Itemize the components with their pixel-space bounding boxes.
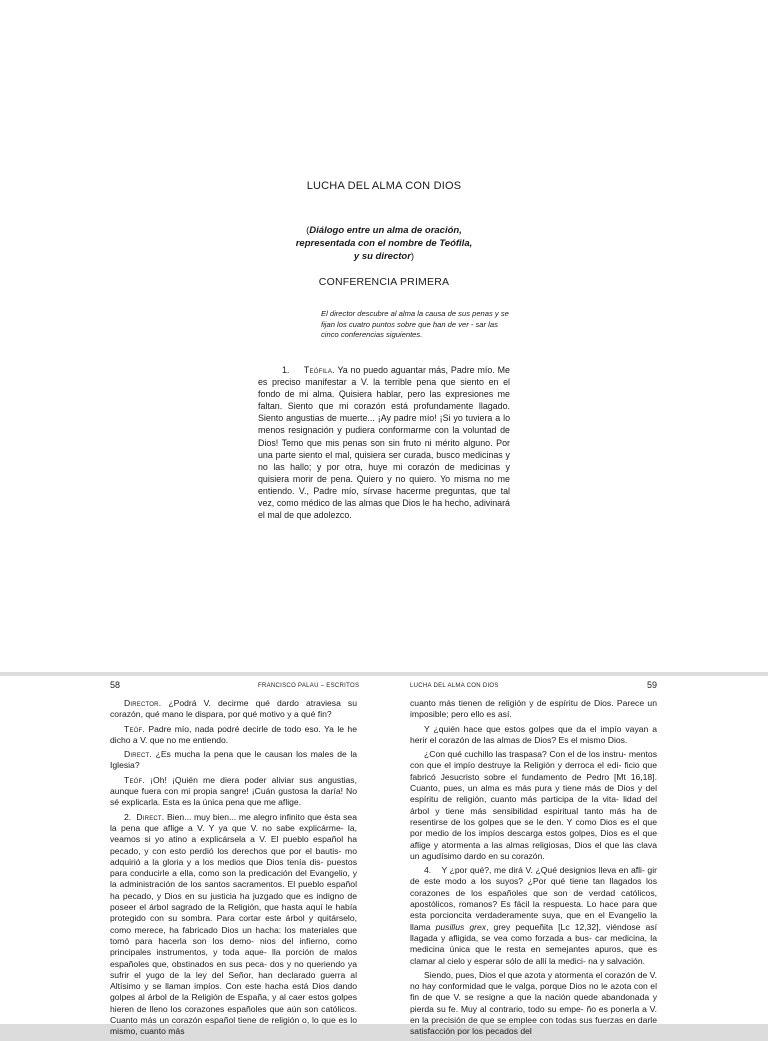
dialogue-paragraph (110, 749, 357, 772)
paragraph-text: ¿Es mucha la pena que le causan los males de la Iglesia? (110, 749, 358, 771)
latin-phrase: pusillus grex (435, 921, 487, 932)
right-page-column (410, 698, 657, 1041)
body-paragraph (410, 865, 657, 967)
body-paragraph: Y ¿quién hace que estos golpes que da el impío vayan a herir el corazón de las almas de Dios? Es el mismo Dios. (410, 723, 657, 745)
chapter-subtitle (268, 224, 500, 263)
paragraph-text: Y ¿por qué?, me dirá V. ¿Qué designios lleva en afli- gir de este modo a los suyos? ¿Por qué tiene tan llagados los corazones de los españoles que son de verdad católicos, apostólicos, romanos? Es fácil la respuesta. Lo hace para que esta porcioncita verdaderamente suya, que en el Evangelio la llama (410, 865, 657, 932)
continued-paragraph: cuanto más tienen de religión y de espíritu de Dios. Parece un imposible; pero ello es así. (410, 698, 657, 720)
speaker-label: Teóf. (124, 774, 145, 785)
chapter-title: LUCHA DEL ALMA CON DIOS (306, 180, 462, 192)
dialogue-paragraph (110, 775, 357, 809)
conference-title: CONFERENCIA PRIMERA (318, 276, 450, 288)
dialogue-paragraph (110, 812, 357, 1038)
subtitle-line-2: representada con el nombre de Teófila, (295, 238, 473, 249)
paragraph-text: Ya no puedo aguantar más, Padre mío. Me es preciso manifestar a V. la terrible pena que siento en el fondo de mi alma. Quisiera hablar, pero las expresiones me faltan. Siento que mi corazón está profundamente llagado. Siento angustias de muerte... ¡Ay padre mío! ¡Si yo tuviera a lo menos resignación y pudiera conformarme con la voluntad de Dios! Temo que mis penas son sin fruto ni mérito alguno. Por una parte siento el mal, quisiera ser curada, busco medicinas y no las hallo; y por otra, huye mi corazón de medicinas y quisiera morir de pena. Quiero y no quiero. Yo misma no me entiendo. V., Padre mío, sírvase hacerme preguntas, que tal vez, como médico de las almas que Dios le ha hecho, adivinará el mal de que adolezco. (258, 365, 510, 521)
paragraph-text: Bien... muy bien... me alegro infinito que ésta sea la pena que aflige a V. Y ya que V. no sabe explicárme- la, veamos si yo atino a explicársela a V. El pueblo español ha pecado, y con esto perdió los derechos que por el bautis- mo adquirió a la gloria y a los medios que Dios tenía dis- puestos para conducirle a ella, como son la predicación del Evangelio, y la administración de los santos sacramentos. El pueblo español ha pecado, y Dios en su justicia ha juzgado que es indigno de poseer el árbol sagrado de la Religión, que hasta aquí le había protegido con su sombra. Para cortar este árbol y quitárselo, como merece, ha fabricado Dios un hacha: los materiales que tomó para hacerla son los demo- nios del infierno, como principales instrumentos, y toda aque- lla porción de malos españoles que, obstinados en sus peca- dos y no queriendo ya sufrir el yugo de la ley del Señor, han declarado guerra al Altísimo y se llaman impíos. Con este hacha está Dios dando golpes al árbol de la Religión de España, y al caer estos golpes hieren de lleno los corazones españoles que aún son católicos. Cuanto más un corazón español tiene de religión o, lo que es lo mismo, cuanto más (110, 811, 357, 1037)
left-page-number: 58 (110, 680, 121, 690)
body-paragraph: ¿Con qué cuchillo las traspasa? Con el de los instru- mentos con que el impío destruye la Religión y derroca el edi- ficio que fabricó Jesucristo sobre el fundamento de Pedro [Mt 16,18]. Cuanto, pues, un alma es más pura y tiene más de Dios y del espíritu de religión, cuanto más participa de la vita- lidad del árbol y tiene más sensibilidad espiritual tanto más ha de resentirse de los golpes que se le den. Y como Dios es el que por medio de los impíos descarga estos golpes, Dios es el que aflige y atormenta a las almas religiosas, Dios el que las clava un agudísimo dardo en su corazón. (410, 749, 657, 861)
paragraph-number: 1. (282, 365, 290, 375)
paragraph-text: ¿Podrá V. decirme qué dardo atraviesa su corazón, qué mano le dispara, por qué motivo y a qué fin? (110, 698, 358, 720)
subtitle-line-1: Diálogo entre un alma de oración, (309, 225, 462, 236)
speaker-label: Director. (124, 698, 162, 708)
subtitle-close-paren: ) (410, 251, 415, 262)
left-page-column (110, 698, 357, 1041)
speaker-label: Teóf. (124, 723, 145, 734)
paragraph-text: ¡Oh! ¡Quién me diera poder aliviar sus angustias, aunque fuera con mi propia sangre! ¡Cuán gustosa la daría! No sé explicarla. Esta es la única pena que me aflige. (110, 774, 357, 808)
subtitle-open-paren: ( (306, 225, 310, 236)
paragraph-1 (258, 364, 510, 521)
paragraph-number: 2. (124, 811, 132, 822)
speaker-label: Direct. (124, 749, 152, 760)
paragraph-text: Padre mío, nada podré decirle de todo eso. Ya le he dicho a V. que no me entiendo. (110, 723, 357, 745)
dialogue-paragraph (110, 724, 357, 747)
right-page-number: 59 (647, 680, 658, 690)
conference-summary: El director descubre al alma la causa de sus penas y se fijan los cuatro puntos sobre que han de ver - sar las cinco conferencias siguientes. (321, 309, 509, 339)
speaker-label: Direct. (136, 811, 165, 822)
body-paragraph: Siendo, pues, Dios el que azota y atormenta el corazón de V. no hay conformidad que le valga, porque Dios no le azota con el fin de que V. se resigne a que la nación quede abandonada y pierda su fe. Muy al contrario, todo su empe- ño es ponerla a V. en la precisión de que se emplee con todas sus fuerzas en darle satisfacción por los pecados del (410, 969, 657, 1037)
paragraph-text: , grey pequeñita [Lc 12,32], viéndose así llagada y afligida, se vea como forzada a bus- car medicina, la medicina única que le resta en semejantes apuros, que es clamar al cielo y esperar sólo de allí la medici- na y salvación. (410, 921, 657, 966)
paragraph-number: 4. (424, 865, 432, 876)
speaker-label: Teófila. (303, 365, 335, 375)
right-running-head: LUCHA DEL ALMA CON DIOS (410, 683, 499, 689)
subtitle-line-3: y su director (353, 251, 411, 262)
dialogue-paragraph (110, 698, 357, 721)
left-running-head: FRANCISCO PALAU – ESCRITOS (258, 683, 360, 689)
